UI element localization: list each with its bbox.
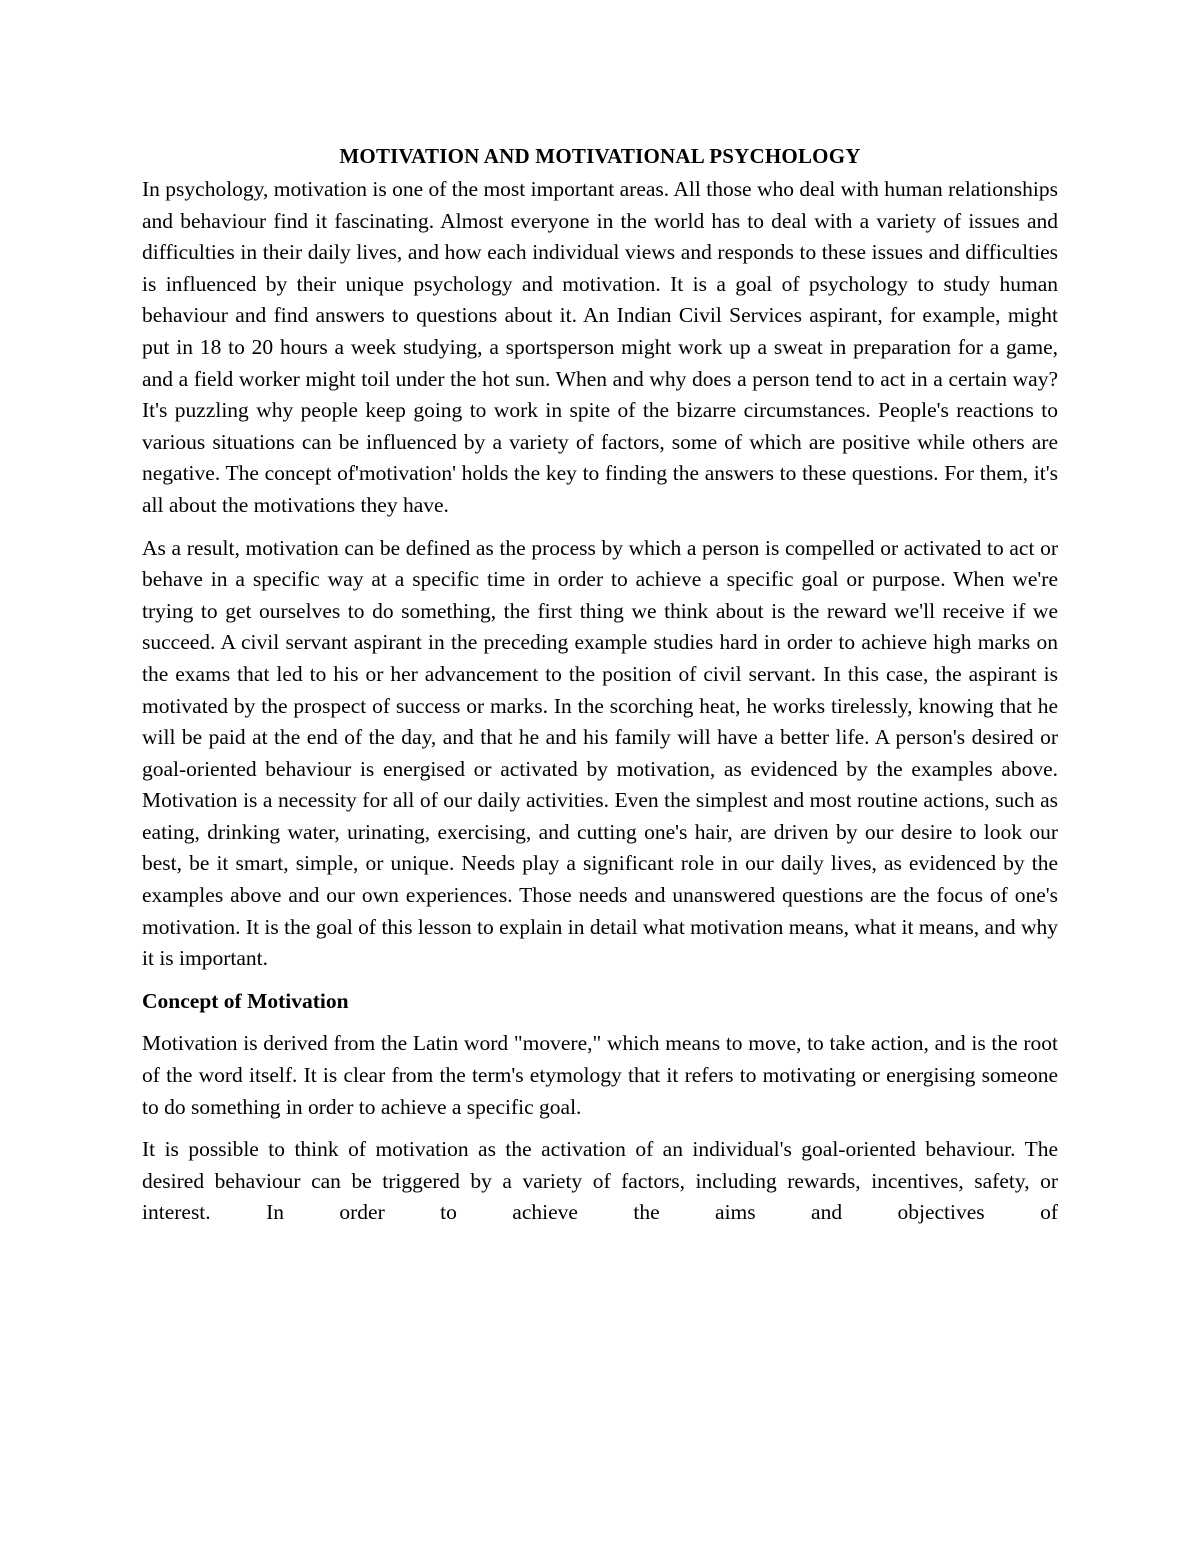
paragraph-definition: As a result, motivation can be defined as the process by which a person is compelled or activated to act or behave in a specific way at a specific time in order to achieve a specific goal or purpose. When we're trying to get ourselves to do something, the first thing we think about is the reward we'll receive if we succeed. A civil servant aspirant in the preceding example studies hard in order to achieve high marks on the exams that led to his or her advancement to the position of civil servant. In this case, the aspirant is motivated by the prospect of success or marks. In the scorching heat, he works tirelessly, knowing that he will be paid at the end of the day, and that he and his family will have a better life. A person's desired or goal-oriented behaviour is energised or activated by motivation, as evidenced by the examples above. Motivation is a necessity for all of our daily activities. Even the simplest and most routine actions, such as eating, drinking water, urinating, exercising, and cutting one's hair, are driven by our desire to look our best, be it smart, simple, or unique. Needs play a significant role in our daily lives, as evidenced by the examples above and our own experiences. Those needs and unanswered questions are the focus of one's motivation. It is the goal of this lesson to explain in detail what motivation means, what it means, and why it is important.: [142, 535, 1058, 971]
document-title: MOTIVATION AND MOTIVATIONAL PSYCHOLOGY: [339, 144, 861, 168]
paragraph-etymology: Motivation is derived from the Latin word "movere," which means to move, to take action, and is the root of the word itself. It is clear from the term's etymology that it refers to motivating or energising someone to do something in order to achieve a specific goal.: [142, 1031, 1058, 1119]
paragraph-intro: In psychology, motivation is one of the most important areas. All those who deal with human relationships and behaviour find it fascinating. Almost everyone in the world has to deal with a variety of issues and difficulties in their daily lives, and how each individual views and responds to these issues and difficulties is influenced by their unique psychology and motivation. It is a goal of psychology to study human behaviour and find answers to questions about it. An Indian Civil Services aspirant, for example, might put in 18 to 20 hours a week studying, a sportsperson might work up a sweat in preparation for a game, and a field worker might toil under the hot sun. When and why does a person tend to act in a certain way? It's puzzling why people keep going to work in spite of the bizarre circumstances. People's reactions to various situations can be influenced by a variety of factors, some of which are positive while others are negative. The concept of'motivation' holds the key to finding the answers to these questions. For them, it's all about the motivations they have.: [142, 177, 1058, 517]
section-heading-concept: Concept of Motivation: [142, 988, 349, 1013]
document-body: [142, 140, 1058, 1241]
paragraph-activation: It is possible to think of motivation as the activation of an individual's goal-oriented behaviour. The desired behaviour can be triggered by a variety of factors, including rewards, incentives, safety, or interest. In order to achieve the aims and objectives of: [142, 1137, 1058, 1225]
